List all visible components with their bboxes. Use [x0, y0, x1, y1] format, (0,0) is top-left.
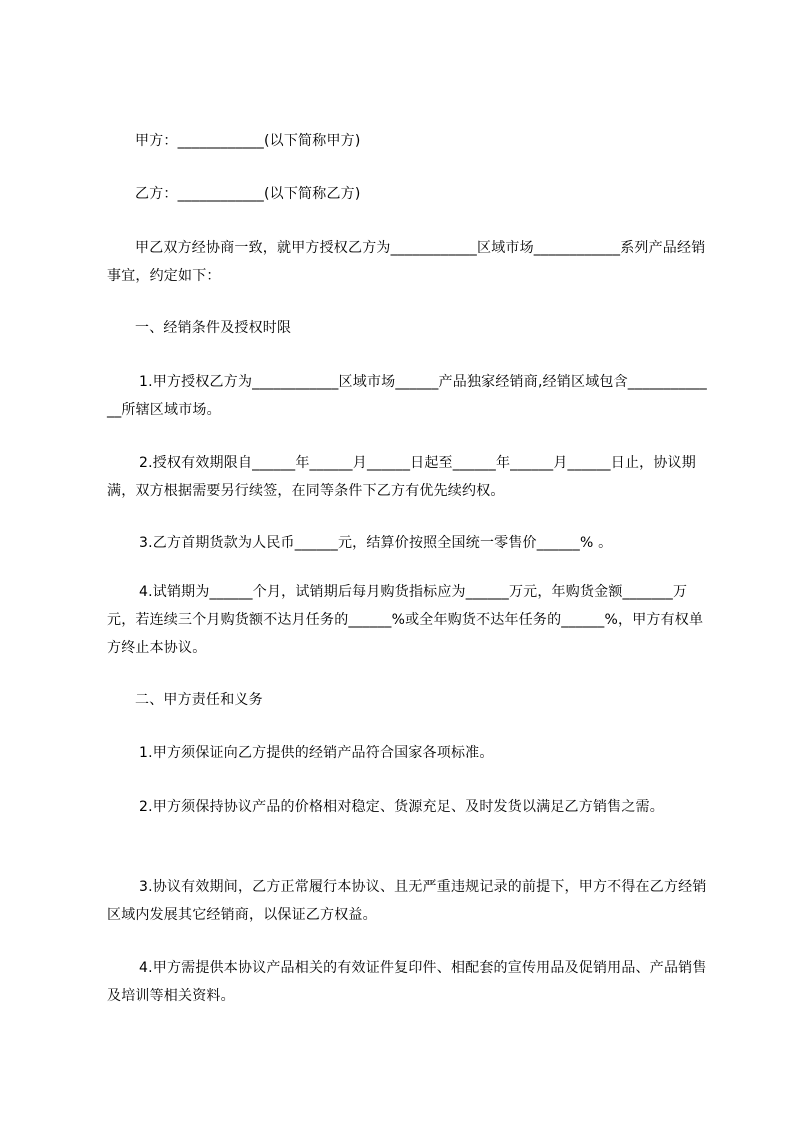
- section-1-item-3: 3.乙方首期货款为人民币______元，结算价按照全国统一零售价______% 。: [139, 535, 613, 551]
- section-1-item-1: 1.甲方授权乙方为____________区域市场______产品独家经销商,经销区域包含_____________所辖区域市场。: [107, 374, 708, 418]
- party-b-line: 乙方：____________(以下简称乙方): [135, 186, 361, 202]
- section-2-heading: 二、甲方责任和义务: [135, 692, 263, 708]
- section-2-item-3: 3.协议有效期间，乙方正常履行本协议、且无严重违规记录的前提下，甲方不得在乙方经销区域内发展其它经销商，以保证乙方权益。: [107, 879, 707, 923]
- section-1-item-2: 2.授权有效期限自______年______月______日起至______年______月______日止，协议期满，双方根据需要另行续签，在同等条件下乙方有优先续约权。: [107, 455, 696, 499]
- section-2-item-4: 4.甲方需提供本协议产品相关的有效证件复印件、相配套的宣传用品及促销用品、产品销售及培训等相关资料。: [107, 960, 707, 1004]
- intro-paragraph: 甲乙双方经协商一致，就甲方授权乙方为____________区域市场____________系列产品经销事宜，约定如下：: [107, 240, 706, 284]
- section-2-item-1: 1.甲方须保证向乙方提供的经销产品符合国家各项标准。: [139, 745, 494, 761]
- party-a-line: 甲方：____________(以下简称甲方): [135, 133, 361, 149]
- section-1-item-4: 4.试销期为______个月，试销期后每月购货指标应为______万元，年购货金额_______万元，若连续三个月购货额不达月任务的______%或全年购货不达年任务的______%，甲方有权单方终止本协议。: [107, 584, 704, 656]
- section-2-item-2: 2.甲方须保持协议产品的价格相对稳定、货源充足、及时发货以满足乙方销售之需。: [139, 799, 664, 815]
- section-1-heading: 一、经销条件及授权时限: [135, 320, 292, 336]
